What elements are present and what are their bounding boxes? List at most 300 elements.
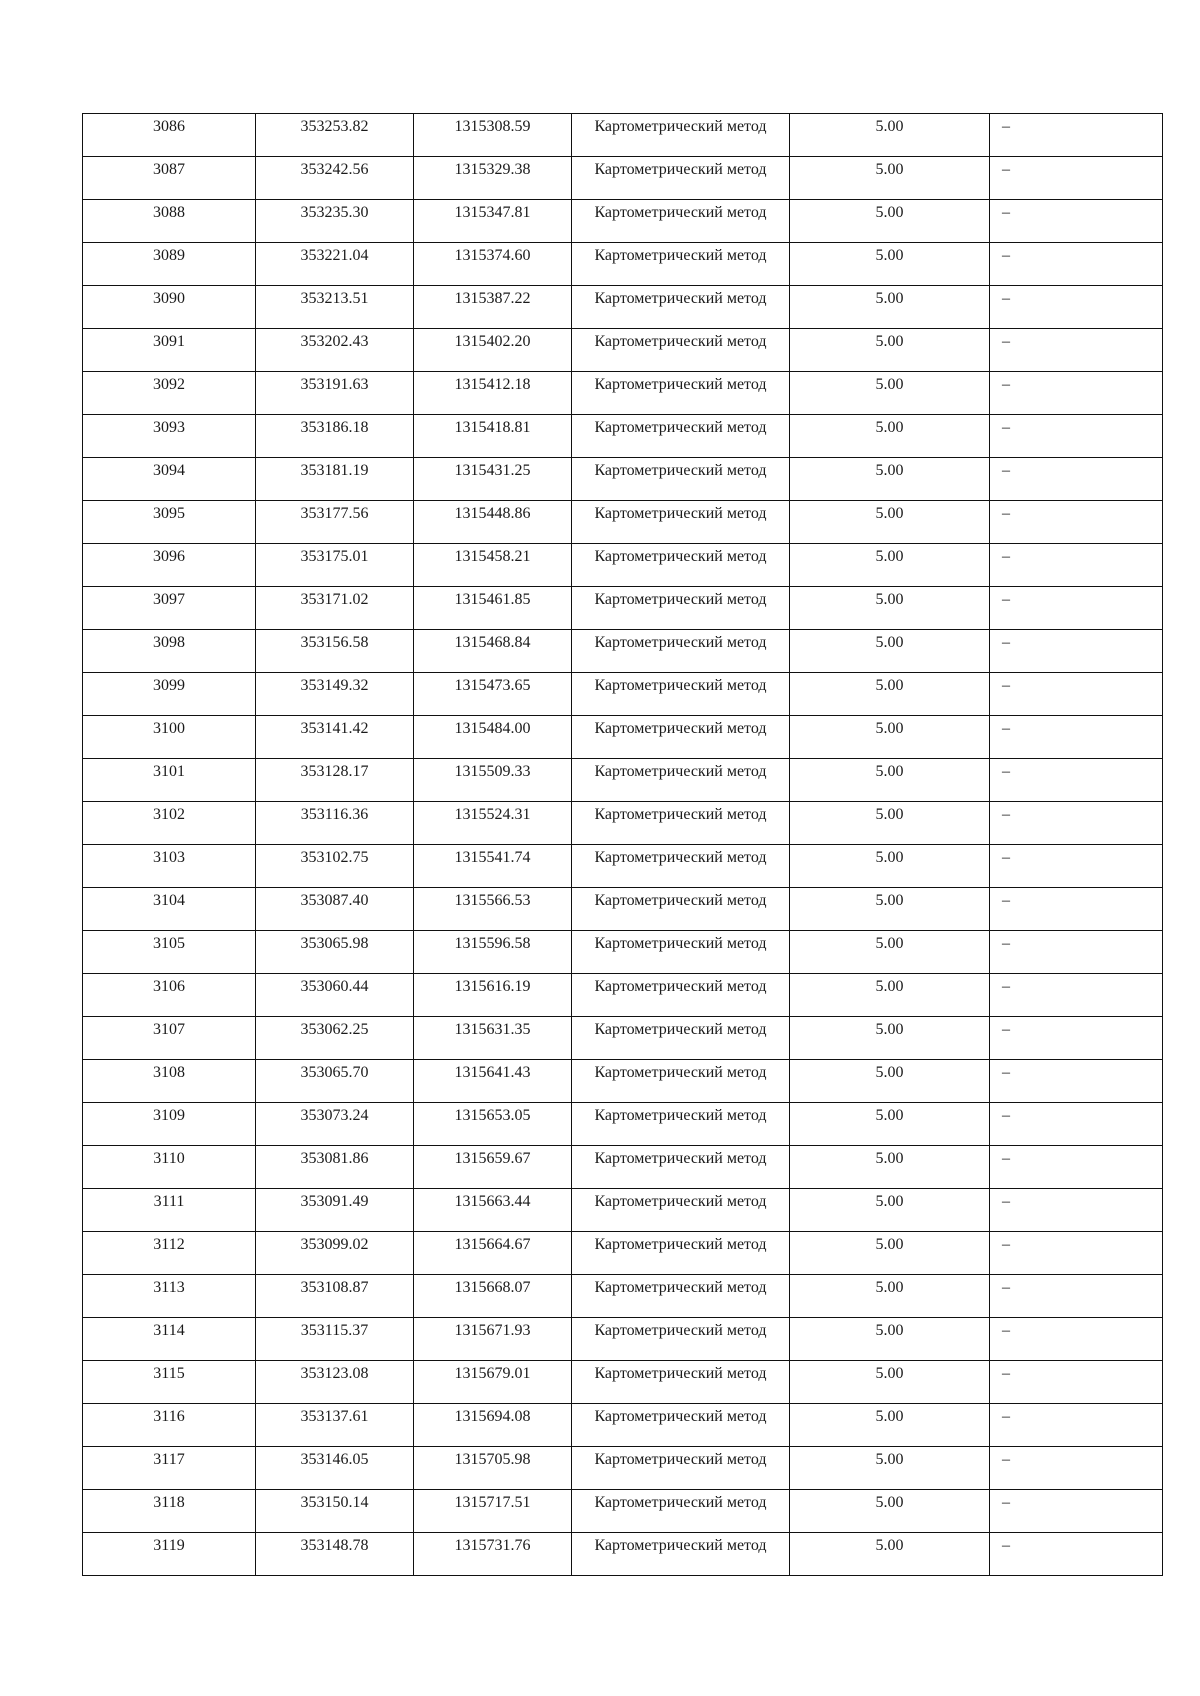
method-cell bbox=[572, 501, 790, 544]
table-row bbox=[83, 1017, 1163, 1060]
table-row bbox=[83, 931, 1163, 974]
x-coordinate-cell bbox=[256, 372, 414, 415]
note-cell-text: – bbox=[1002, 1150, 1010, 1167]
x-coordinate-cell bbox=[256, 501, 414, 544]
method-cell-text: Картометрический метод bbox=[594, 677, 767, 694]
x-coordinate-cell-text: 353213.51 bbox=[300, 290, 369, 307]
note-cell-text: – bbox=[1002, 763, 1010, 780]
note-cell-text: – bbox=[1002, 1236, 1010, 1253]
y-coordinate-cell bbox=[414, 1146, 572, 1189]
x-coordinate-cell bbox=[256, 243, 414, 286]
y-coordinate-cell-text: 1315664.67 bbox=[454, 1236, 531, 1253]
note-cell-text: – bbox=[1002, 1451, 1010, 1468]
point-number-cell-text: 3101 bbox=[153, 763, 185, 780]
accuracy-cell bbox=[790, 587, 990, 630]
note-cell bbox=[990, 1490, 1163, 1533]
x-coordinate-cell bbox=[256, 458, 414, 501]
point-number-cell bbox=[83, 1103, 256, 1146]
y-coordinate-cell bbox=[414, 1275, 572, 1318]
point-number-cell-text: 3100 bbox=[153, 720, 185, 737]
table-row bbox=[83, 200, 1163, 243]
method-cell-text: Картометрический метод bbox=[594, 1322, 767, 1339]
point-number-cell-text: 3091 bbox=[153, 333, 185, 350]
table-row bbox=[83, 1361, 1163, 1404]
x-coordinate-cell-text: 353116.36 bbox=[300, 806, 369, 823]
note-cell-text: – bbox=[1002, 892, 1010, 909]
method-cell bbox=[572, 1232, 790, 1275]
note-cell bbox=[990, 931, 1163, 974]
point-number-cell bbox=[83, 1275, 256, 1318]
y-coordinate-cell bbox=[414, 372, 572, 415]
y-coordinate-cell-text: 1315671.93 bbox=[454, 1322, 531, 1339]
accuracy-cell bbox=[790, 1490, 990, 1533]
x-coordinate-cell-text: 353128.17 bbox=[300, 763, 369, 780]
point-number-cell-text: 3096 bbox=[153, 548, 185, 565]
method-cell bbox=[572, 1060, 790, 1103]
point-number-cell bbox=[83, 415, 256, 458]
point-number-cell bbox=[83, 329, 256, 372]
y-coordinate-cell bbox=[414, 458, 572, 501]
y-coordinate-cell-text: 1315509.33 bbox=[454, 763, 531, 780]
y-coordinate-cell bbox=[414, 630, 572, 673]
accuracy-cell-text: 5.00 bbox=[875, 376, 904, 393]
method-cell bbox=[572, 759, 790, 802]
method-cell bbox=[572, 716, 790, 759]
accuracy-cell bbox=[790, 243, 990, 286]
table-row bbox=[83, 286, 1163, 329]
method-cell bbox=[572, 974, 790, 1017]
point-number-cell bbox=[83, 243, 256, 286]
accuracy-cell-text: 5.00 bbox=[875, 1021, 904, 1038]
x-coordinate-cell bbox=[256, 630, 414, 673]
note-cell-text: – bbox=[1002, 1064, 1010, 1081]
note-cell bbox=[990, 630, 1163, 673]
table-row bbox=[83, 673, 1163, 716]
y-coordinate-cell bbox=[414, 1361, 572, 1404]
note-cell-text: – bbox=[1002, 161, 1010, 178]
note-cell bbox=[990, 372, 1163, 415]
note-cell-text: – bbox=[1002, 419, 1010, 436]
method-cell bbox=[572, 931, 790, 974]
method-cell bbox=[572, 1189, 790, 1232]
point-number-cell bbox=[83, 673, 256, 716]
y-coordinate-cell bbox=[414, 157, 572, 200]
y-coordinate-cell-text: 1315653.05 bbox=[454, 1107, 531, 1124]
y-coordinate-cell bbox=[414, 329, 572, 372]
method-cell-text: Картометрический метод bbox=[594, 1107, 767, 1124]
point-number-cell bbox=[83, 587, 256, 630]
table-row bbox=[83, 630, 1163, 673]
method-cell bbox=[572, 673, 790, 716]
point-number-cell-text: 3097 bbox=[153, 591, 185, 608]
note-cell-text: – bbox=[1002, 376, 1010, 393]
point-number-cell-text: 3109 bbox=[153, 1107, 185, 1124]
point-number-cell-text: 3105 bbox=[153, 935, 185, 952]
method-cell bbox=[572, 1361, 790, 1404]
accuracy-cell-text: 5.00 bbox=[875, 935, 904, 952]
method-cell bbox=[572, 1318, 790, 1361]
accuracy-cell bbox=[790, 329, 990, 372]
note-cell bbox=[990, 415, 1163, 458]
y-coordinate-cell bbox=[414, 1533, 572, 1576]
method-cell-text: Картометрический метод bbox=[594, 634, 767, 651]
point-number-cell bbox=[83, 501, 256, 544]
note-cell-text: – bbox=[1002, 1322, 1010, 1339]
x-coordinate-cell-text: 353146.05 bbox=[300, 1451, 369, 1468]
note-cell bbox=[990, 1017, 1163, 1060]
note-cell-text: – bbox=[1002, 333, 1010, 350]
method-cell bbox=[572, 1017, 790, 1060]
accuracy-cell-text: 5.00 bbox=[875, 849, 904, 866]
method-cell-text: Картометрический метод bbox=[594, 1236, 767, 1253]
y-coordinate-cell-text: 1315641.43 bbox=[454, 1064, 531, 1081]
point-number-cell-text: 3094 bbox=[153, 462, 185, 479]
method-cell-text: Картометрический метод bbox=[594, 1537, 767, 1554]
x-coordinate-cell bbox=[256, 759, 414, 802]
point-number-cell bbox=[83, 1404, 256, 1447]
note-cell-text: – bbox=[1002, 247, 1010, 264]
accuracy-cell bbox=[790, 1146, 990, 1189]
note-cell bbox=[990, 1103, 1163, 1146]
point-number-cell-text: 3115 bbox=[153, 1365, 185, 1382]
method-cell-text: Картометрический метод bbox=[594, 419, 767, 436]
x-coordinate-cell bbox=[256, 1361, 414, 1404]
accuracy-cell-text: 5.00 bbox=[875, 677, 904, 694]
note-cell bbox=[990, 974, 1163, 1017]
x-coordinate-cell-text: 353081.86 bbox=[300, 1150, 369, 1167]
x-coordinate-cell bbox=[256, 200, 414, 243]
table-row bbox=[83, 1404, 1163, 1447]
accuracy-cell bbox=[790, 286, 990, 329]
note-cell bbox=[990, 501, 1163, 544]
y-coordinate-cell-text: 1315694.08 bbox=[454, 1408, 531, 1425]
accuracy-cell-text: 5.00 bbox=[875, 290, 904, 307]
table-row bbox=[83, 501, 1163, 544]
y-coordinate-cell-text: 1315473.65 bbox=[454, 677, 531, 694]
method-cell bbox=[572, 372, 790, 415]
y-coordinate-cell bbox=[414, 1447, 572, 1490]
y-coordinate-cell bbox=[414, 544, 572, 587]
x-coordinate-cell-text: 353102.75 bbox=[300, 849, 369, 866]
method-cell-text: Картометрический метод bbox=[594, 1451, 767, 1468]
y-coordinate-cell bbox=[414, 759, 572, 802]
method-cell-text: Картометрический метод bbox=[594, 978, 767, 995]
y-coordinate-cell bbox=[414, 673, 572, 716]
table-row bbox=[83, 802, 1163, 845]
note-cell bbox=[990, 587, 1163, 630]
method-cell-text: Картометрический метод bbox=[594, 247, 767, 264]
accuracy-cell-text: 5.00 bbox=[875, 1150, 904, 1167]
point-number-cell-text: 3114 bbox=[153, 1322, 185, 1339]
x-coordinate-cell bbox=[256, 974, 414, 1017]
method-cell-text: Картометрический метод bbox=[594, 763, 767, 780]
accuracy-cell-text: 5.00 bbox=[875, 1365, 904, 1382]
table-row bbox=[83, 1232, 1163, 1275]
note-cell bbox=[990, 802, 1163, 845]
y-coordinate-cell-text: 1315412.18 bbox=[454, 376, 531, 393]
y-coordinate-cell-text: 1315616.19 bbox=[454, 978, 531, 995]
x-coordinate-cell-text: 353141.42 bbox=[300, 720, 369, 737]
x-coordinate-cell bbox=[256, 802, 414, 845]
accuracy-cell-text: 5.00 bbox=[875, 1451, 904, 1468]
x-coordinate-cell-text: 353171.02 bbox=[300, 591, 369, 608]
method-cell-text: Картометрический метод bbox=[594, 806, 767, 823]
x-coordinate-cell bbox=[256, 544, 414, 587]
point-number-cell bbox=[83, 114, 256, 157]
y-coordinate-cell bbox=[414, 802, 572, 845]
table-row bbox=[83, 759, 1163, 802]
note-cell bbox=[990, 243, 1163, 286]
accuracy-cell-text: 5.00 bbox=[875, 1193, 904, 1210]
note-cell bbox=[990, 1232, 1163, 1275]
note-cell-text: – bbox=[1002, 1021, 1010, 1038]
accuracy-cell bbox=[790, 415, 990, 458]
x-coordinate-cell-text: 353191.63 bbox=[300, 376, 369, 393]
point-number-cell-text: 3118 bbox=[153, 1494, 185, 1511]
method-cell bbox=[572, 415, 790, 458]
point-number-cell bbox=[83, 286, 256, 329]
method-cell bbox=[572, 1447, 790, 1490]
x-coordinate-cell-text: 353242.56 bbox=[300, 161, 369, 178]
note-cell-text: – bbox=[1002, 806, 1010, 823]
note-cell-text: – bbox=[1002, 204, 1010, 221]
x-coordinate-cell bbox=[256, 673, 414, 716]
note-cell-text: – bbox=[1002, 935, 1010, 952]
note-cell bbox=[990, 1533, 1163, 1576]
x-coordinate-cell-text: 353175.01 bbox=[300, 548, 369, 565]
note-cell-text: – bbox=[1002, 591, 1010, 608]
point-number-cell bbox=[83, 157, 256, 200]
accuracy-cell bbox=[790, 630, 990, 673]
method-cell-text: Картометрический метод bbox=[594, 1193, 767, 1210]
table-row bbox=[83, 1318, 1163, 1361]
note-cell-text: – bbox=[1002, 462, 1010, 479]
x-coordinate-cell-text: 353221.04 bbox=[300, 247, 369, 264]
accuracy-cell-text: 5.00 bbox=[875, 806, 904, 823]
accuracy-cell-text: 5.00 bbox=[875, 763, 904, 780]
table-row bbox=[83, 888, 1163, 931]
note-cell-text: – bbox=[1002, 720, 1010, 737]
method-cell-text: Картометрический метод bbox=[594, 376, 767, 393]
point-number-cell bbox=[83, 1146, 256, 1189]
y-coordinate-cell bbox=[414, 200, 572, 243]
accuracy-cell-text: 5.00 bbox=[875, 161, 904, 178]
note-cell-text: – bbox=[1002, 1537, 1010, 1554]
note-cell-text: – bbox=[1002, 634, 1010, 651]
note-cell-text: – bbox=[1002, 118, 1010, 135]
table-row bbox=[83, 372, 1163, 415]
method-cell bbox=[572, 587, 790, 630]
y-coordinate-cell bbox=[414, 1404, 572, 1447]
accuracy-cell-text: 5.00 bbox=[875, 333, 904, 350]
x-coordinate-cell-text: 353099.02 bbox=[300, 1236, 369, 1253]
method-cell-text: Картометрический метод bbox=[594, 548, 767, 565]
y-coordinate-cell bbox=[414, 1103, 572, 1146]
accuracy-cell bbox=[790, 1404, 990, 1447]
y-coordinate-cell-text: 1315448.86 bbox=[454, 505, 531, 522]
table-row bbox=[83, 974, 1163, 1017]
x-coordinate-cell-text: 353073.24 bbox=[300, 1107, 369, 1124]
x-coordinate-cell bbox=[256, 1447, 414, 1490]
point-number-cell bbox=[83, 802, 256, 845]
y-coordinate-cell bbox=[414, 716, 572, 759]
x-coordinate-cell bbox=[256, 1232, 414, 1275]
accuracy-cell-text: 5.00 bbox=[875, 1107, 904, 1124]
note-cell-text: – bbox=[1002, 1279, 1010, 1296]
point-number-cell bbox=[83, 845, 256, 888]
accuracy-cell bbox=[790, 1318, 990, 1361]
point-number-cell-text: 3119 bbox=[153, 1537, 185, 1554]
accuracy-cell-text: 5.00 bbox=[875, 548, 904, 565]
table-row bbox=[83, 1490, 1163, 1533]
y-coordinate-cell bbox=[414, 114, 572, 157]
method-cell bbox=[572, 888, 790, 931]
accuracy-cell-text: 5.00 bbox=[875, 204, 904, 221]
method-cell-text: Картометрический метод bbox=[594, 505, 767, 522]
accuracy-cell-text: 5.00 bbox=[875, 1408, 904, 1425]
x-coordinate-cell-text: 353065.98 bbox=[300, 935, 369, 952]
note-cell bbox=[990, 673, 1163, 716]
y-coordinate-cell-text: 1315659.67 bbox=[454, 1150, 531, 1167]
method-cell-text: Картометрический метод bbox=[594, 1408, 767, 1425]
y-coordinate-cell-text: 1315308.59 bbox=[454, 118, 531, 135]
method-cell bbox=[572, 1404, 790, 1447]
point-number-cell bbox=[83, 1533, 256, 1576]
note-cell bbox=[990, 200, 1163, 243]
point-number-cell-text: 3102 bbox=[153, 806, 185, 823]
x-coordinate-cell bbox=[256, 1318, 414, 1361]
x-coordinate-cell-text: 353186.18 bbox=[300, 419, 369, 436]
method-cell bbox=[572, 243, 790, 286]
note-cell bbox=[990, 1146, 1163, 1189]
accuracy-cell bbox=[790, 1361, 990, 1404]
method-cell-text: Картометрический метод bbox=[594, 1021, 767, 1038]
point-number-cell bbox=[83, 372, 256, 415]
y-coordinate-cell-text: 1315387.22 bbox=[454, 290, 531, 307]
note-cell bbox=[990, 1361, 1163, 1404]
x-coordinate-cell bbox=[256, 1103, 414, 1146]
note-cell bbox=[990, 1275, 1163, 1318]
x-coordinate-cell-text: 353150.14 bbox=[300, 1494, 369, 1511]
accuracy-cell-text: 5.00 bbox=[875, 1537, 904, 1554]
y-coordinate-cell bbox=[414, 888, 572, 931]
coordinates-table bbox=[82, 113, 1163, 1576]
y-coordinate-cell bbox=[414, 286, 572, 329]
y-coordinate-cell-text: 1315717.51 bbox=[454, 1494, 531, 1511]
x-coordinate-cell-text: 353181.19 bbox=[300, 462, 369, 479]
x-coordinate-cell bbox=[256, 157, 414, 200]
note-cell-text: – bbox=[1002, 1494, 1010, 1511]
point-number-cell bbox=[83, 1232, 256, 1275]
x-coordinate-cell-text: 353087.40 bbox=[300, 892, 369, 909]
accuracy-cell-text: 5.00 bbox=[875, 634, 904, 651]
note-cell bbox=[990, 759, 1163, 802]
y-coordinate-cell bbox=[414, 415, 572, 458]
method-cell bbox=[572, 630, 790, 673]
accuracy-cell bbox=[790, 974, 990, 1017]
coordinates-table-body bbox=[83, 114, 1163, 1576]
method-cell-text: Картометрический метод bbox=[594, 1494, 767, 1511]
note-cell-text: – bbox=[1002, 1408, 1010, 1425]
x-coordinate-cell bbox=[256, 329, 414, 372]
note-cell-text: – bbox=[1002, 1365, 1010, 1382]
method-cell-text: Картометрический метод bbox=[594, 935, 767, 952]
method-cell-text: Картометрический метод bbox=[594, 720, 767, 737]
accuracy-cell-text: 5.00 bbox=[875, 591, 904, 608]
table-row bbox=[83, 1275, 1163, 1318]
x-coordinate-cell-text: 353149.32 bbox=[300, 677, 369, 694]
point-number-cell-text: 3106 bbox=[153, 978, 185, 995]
method-cell bbox=[572, 1533, 790, 1576]
x-coordinate-cell-text: 353156.58 bbox=[300, 634, 369, 651]
x-coordinate-cell bbox=[256, 1404, 414, 1447]
table-row bbox=[83, 1533, 1163, 1576]
x-coordinate-cell bbox=[256, 1060, 414, 1103]
point-number-cell-text: 3108 bbox=[153, 1064, 185, 1081]
y-coordinate-cell-text: 1315347.81 bbox=[454, 204, 531, 221]
accuracy-cell bbox=[790, 114, 990, 157]
method-cell-text: Картометрический метод bbox=[594, 849, 767, 866]
point-number-cell-text: 3107 bbox=[153, 1021, 185, 1038]
y-coordinate-cell-text: 1315705.98 bbox=[454, 1451, 531, 1468]
accuracy-cell bbox=[790, 1533, 990, 1576]
x-coordinate-cell-text: 353123.08 bbox=[300, 1365, 369, 1382]
note-cell bbox=[990, 1189, 1163, 1232]
y-coordinate-cell-text: 1315631.35 bbox=[454, 1021, 531, 1038]
accuracy-cell bbox=[790, 759, 990, 802]
y-coordinate-cell bbox=[414, 1060, 572, 1103]
method-cell-text: Картометрический метод bbox=[594, 118, 767, 135]
x-coordinate-cell-text: 353060.44 bbox=[300, 978, 369, 995]
method-cell bbox=[572, 157, 790, 200]
y-coordinate-cell-text: 1315679.01 bbox=[454, 1365, 531, 1382]
note-cell-text: – bbox=[1002, 1107, 1010, 1124]
note-cell bbox=[990, 157, 1163, 200]
accuracy-cell-text: 5.00 bbox=[875, 720, 904, 737]
accuracy-cell-text: 5.00 bbox=[875, 1064, 904, 1081]
y-coordinate-cell bbox=[414, 587, 572, 630]
accuracy-cell bbox=[790, 1189, 990, 1232]
point-number-cell-text: 3111 bbox=[153, 1193, 185, 1210]
method-cell bbox=[572, 458, 790, 501]
accuracy-cell bbox=[790, 1275, 990, 1318]
table-row bbox=[83, 157, 1163, 200]
point-number-cell-text: 3113 bbox=[153, 1279, 185, 1296]
note-cell bbox=[990, 1060, 1163, 1103]
accuracy-cell-text: 5.00 bbox=[875, 1322, 904, 1339]
accuracy-cell bbox=[790, 1017, 990, 1060]
point-number-cell-text: 3112 bbox=[153, 1236, 185, 1253]
note-cell-text: – bbox=[1002, 978, 1010, 995]
point-number-cell-text: 3110 bbox=[153, 1150, 185, 1167]
y-coordinate-cell bbox=[414, 1189, 572, 1232]
y-coordinate-cell-text: 1315566.53 bbox=[454, 892, 531, 909]
accuracy-cell bbox=[790, 1447, 990, 1490]
method-cell-text: Картометрический метод bbox=[594, 591, 767, 608]
note-cell-text: – bbox=[1002, 677, 1010, 694]
point-number-cell-text: 3095 bbox=[153, 505, 185, 522]
method-cell bbox=[572, 286, 790, 329]
point-number-cell-text: 3099 bbox=[153, 677, 185, 694]
point-number-cell bbox=[83, 1447, 256, 1490]
y-coordinate-cell-text: 1315402.20 bbox=[454, 333, 531, 350]
y-coordinate-cell-text: 1315524.31 bbox=[454, 806, 531, 823]
x-coordinate-cell-text: 353065.70 bbox=[300, 1064, 369, 1081]
note-cell-text: – bbox=[1002, 290, 1010, 307]
y-coordinate-cell-text: 1315431.25 bbox=[454, 462, 531, 479]
note-cell bbox=[990, 329, 1163, 372]
accuracy-cell-text: 5.00 bbox=[875, 1236, 904, 1253]
